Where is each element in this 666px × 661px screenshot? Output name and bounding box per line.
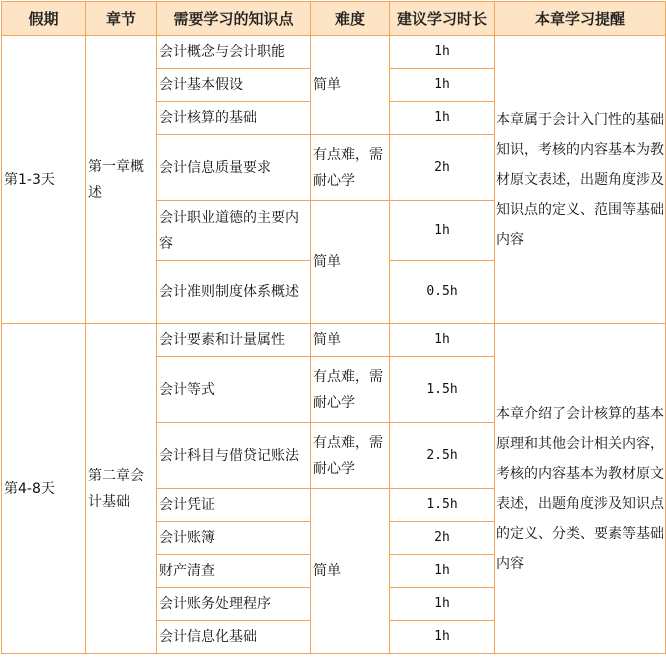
knowledge-point-cell: 会计要素和计量属性 (157, 324, 311, 357)
period-cell: 第4-8天 (2, 324, 86, 654)
hours-cell: 1h (390, 201, 495, 261)
difficulty-cell: 简单 (311, 201, 390, 324)
header-knowledge-point: 需要学习的知识点 (157, 2, 311, 36)
difficulty-cell: 有点难，需耐心学 (311, 357, 390, 423)
hours-cell: 1.5h (390, 357, 495, 423)
header-suggested-hours: 建议学习时长 (390, 2, 495, 36)
knowledge-point-cell: 会计准则制度体系概述 (157, 261, 311, 324)
table-row (2, 324, 666, 357)
knowledge-point-cell: 会计核算的基础 (157, 102, 311, 135)
difficulty-cell: 有点难，需耐心学 (311, 423, 390, 489)
hours-cell: 1h (390, 324, 495, 357)
hours-cell: 2.5h (390, 423, 495, 489)
header-row (2, 2, 666, 36)
hours-cell: 1h (390, 621, 495, 654)
header-difficulty: 难度 (311, 2, 390, 36)
chapter-tip-cell: 本章介绍了会计核算的基本原理和其他会计相关内容，考核的内容基本为教材原文表述，出题角度涉及知识点的定义、分类、要素等基础内容 (495, 324, 666, 654)
difficulty-cell: 简单 (311, 324, 390, 357)
hours-cell: 1h (390, 102, 495, 135)
knowledge-point-cell: 会计基本假设 (157, 69, 311, 102)
knowledge-point-cell: 会计职业道德的主要内容 (157, 201, 311, 261)
chapter-cell: 第二章会计基础 (86, 324, 157, 654)
difficulty-cell: 有点难，需耐心学 (311, 135, 390, 201)
table-row (2, 36, 666, 69)
knowledge-point-cell: 会计科目与借贷记账法 (157, 423, 311, 489)
knowledge-point-cell: 会计等式 (157, 357, 311, 423)
knowledge-point-cell: 会计凭证 (157, 489, 311, 522)
header-period: 假期 (2, 2, 86, 36)
hours-cell: 1h (390, 588, 495, 621)
knowledge-point-cell: 会计账务处理程序 (157, 588, 311, 621)
hours-cell: 0.5h (390, 261, 495, 324)
header-chapter: 章节 (86, 2, 157, 36)
hours-cell: 1.5h (390, 489, 495, 522)
hours-cell: 1h (390, 555, 495, 588)
chapter-tip-cell: 本章属于会计入门性的基础知识，考核的内容基本为教材原文表述，出题角度涉及知识点的定义、范围等基础内容 (495, 36, 666, 324)
difficulty-cell: 简单 (311, 489, 390, 654)
hours-cell: 1h (390, 69, 495, 102)
knowledge-point-cell: 会计概念与会计职能 (157, 36, 311, 69)
hours-cell: 2h (390, 522, 495, 555)
knowledge-point-cell: 会计信息化基础 (157, 621, 311, 654)
study-plan-table (1, 1, 666, 654)
knowledge-point-cell: 财产清查 (157, 555, 311, 588)
header-chapter-tip: 本章学习提醒 (495, 2, 666, 36)
difficulty-cell: 简单 (311, 36, 390, 135)
chapter-cell: 第一章概述 (86, 36, 157, 324)
knowledge-point-cell: 会计账簿 (157, 522, 311, 555)
period-cell: 第1-3天 (2, 36, 86, 324)
hours-cell: 1h (390, 36, 495, 69)
hours-cell: 2h (390, 135, 495, 201)
knowledge-point-cell: 会计信息质量要求 (157, 135, 311, 201)
